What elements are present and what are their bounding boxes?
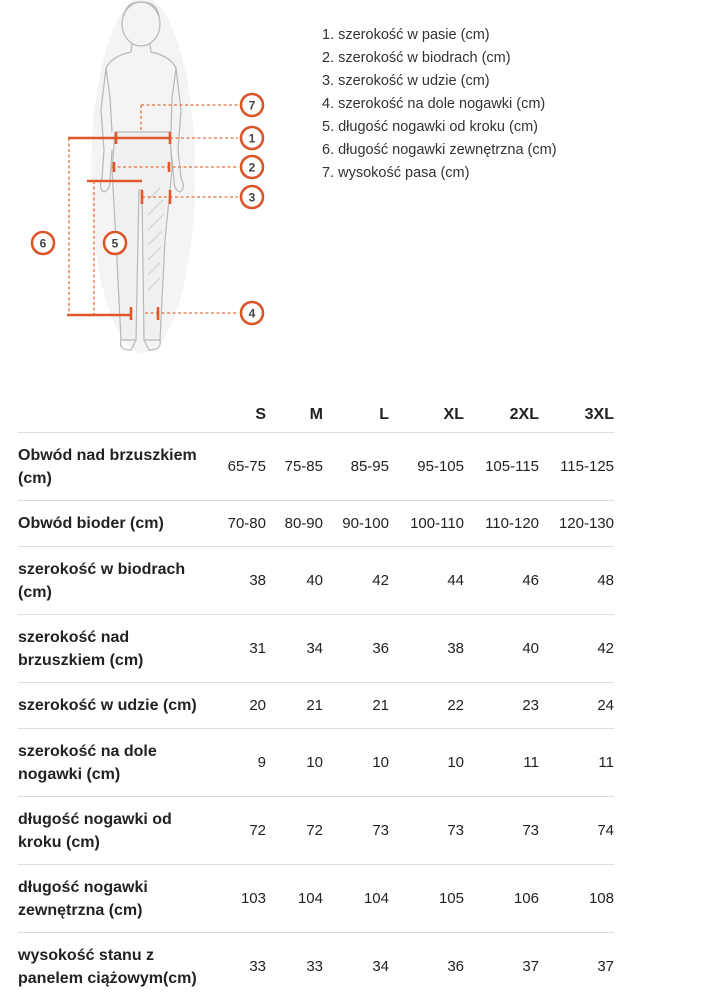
table-cell: 103 [218,865,266,933]
table-row [18,501,614,547]
row-label: szerokość w udzie (cm) [18,683,218,729]
table-cell: 38 [389,615,464,683]
table-cell: 106 [464,865,539,933]
header-size: S [218,398,266,433]
legend-item: 5. długość nogawki od kroku (cm) [322,119,538,135]
table-cell: 11 [539,729,614,797]
table-cell: 40 [464,615,539,683]
svg-text:1: 1 [248,131,256,146]
table-cell: 10 [266,729,323,797]
table-cell: 75-85 [266,433,323,501]
row-label: długość nogawki od kroku (cm) [18,797,218,865]
table-cell: 105-115 [464,433,539,501]
marker-3-icon [241,186,263,208]
marker-5-icon [104,232,126,254]
table-cell: 10 [389,729,464,797]
row-label: wysokość stanu z panelem ciążowym(cm) [18,946,197,987]
table-row [18,729,614,797]
table-cell: 120-130 [539,501,614,547]
marker-1-icon [241,127,263,149]
table-cell: 21 [323,683,389,729]
row-label: szerokość na dole nogawki (cm) [18,729,218,797]
header-size: M [266,398,323,433]
table-cell: 48 [539,547,614,615]
table-cell: 21 [266,683,323,729]
legend-item: 4. szerokość na dole nogawki (cm) [322,96,546,112]
header-size: XL [389,398,464,433]
row-label: Obwód bioder (cm) [18,501,218,547]
table-cell: 100-110 [389,501,464,547]
table-cell: 31 [218,615,266,683]
table-cell: 95-105 [389,433,464,501]
legend-item: 3. szerokość w udzie (cm) [322,73,490,89]
table-row [18,865,614,933]
table-cell: 73 [323,797,389,865]
legend-item: 6. długość nogawki zewnętrzna (cm) [322,142,557,158]
table-cell: 24 [539,683,614,729]
table-cell: 36 [447,958,464,976]
table-cell: 110-120 [464,501,539,547]
table-cell: 20 [218,683,266,729]
pants-measurement-figure [0,0,300,360]
table-cell: 44 [389,547,464,615]
marker-4-icon [241,302,263,324]
table-cell: 74 [539,797,614,865]
table-row [18,615,614,683]
table-cell: 22 [389,683,464,729]
table-cell: 34 [266,615,323,683]
table-cell: 37 [597,958,614,976]
table-cell: 33 [249,958,266,976]
header-size: 2XL [464,398,539,433]
legend-item: 2. szerokość w biodrach (cm) [322,50,511,66]
table-cell: 115-125 [539,433,614,501]
table-cell: 72 [218,797,266,865]
table-row [18,797,614,865]
table-cell: 73 [464,797,539,865]
row-label: szerokość nad brzuszkiem (cm) [18,615,218,683]
table-cell: 80-90 [266,501,323,547]
svg-text:4: 4 [248,306,256,321]
size-table [18,398,614,1001]
table-cell: 104 [323,865,389,933]
marker-7-icon [241,94,263,116]
marker-6-icon [32,232,54,254]
row-label: długość nogawki zewnętrzna (cm) [18,865,218,933]
table-row [18,683,614,729]
table-header-row [18,398,614,433]
table-cell: 72 [266,797,323,865]
table-cell: 65-75 [218,433,266,501]
table-cell: 70-80 [218,501,266,547]
svg-text:2: 2 [248,160,256,175]
table-cell: 85-95 [323,433,389,501]
table-cell: 11 [464,729,539,797]
svg-text:6: 6 [39,236,47,251]
table-cell: 40 [266,547,323,615]
row-label: Obwód nad brzuszkiem (cm) [18,433,218,501]
legend-item: 7. wysokość pasa (cm) [322,165,470,181]
header-blank [18,398,218,433]
table-cell: 46 [464,547,539,615]
legend-item: 1. szerokość w pasie (cm) [322,27,490,43]
table-row [18,433,614,501]
svg-text:3: 3 [248,190,256,205]
header-size: 3XL [539,398,614,433]
svg-text:7: 7 [248,98,256,113]
table-cell: 104 [266,865,323,933]
table-cell: 37 [522,958,539,976]
table-cell: 33 [306,958,323,976]
table-cell: 9 [218,729,266,797]
human-silhouette-icon [91,0,195,353]
table-cell: 34 [372,958,389,976]
table-cell: 38 [218,547,266,615]
row-label: szerokość w biodrach (cm) [18,547,218,615]
table-cell: 105 [389,865,464,933]
table-cell: 42 [539,615,614,683]
measurement-legend [322,24,557,185]
svg-text:5: 5 [111,236,119,251]
table-cell: 108 [539,865,614,933]
marker-2-icon [241,156,263,178]
table-cell: 10 [323,729,389,797]
table-cell: 23 [464,683,539,729]
table-cell: 42 [323,547,389,615]
table-row [18,547,614,615]
table-cell: 73 [389,797,464,865]
header-size: L [323,398,389,433]
table-cell: 90-100 [323,501,389,547]
table-cell: 36 [323,615,389,683]
table-row [18,933,614,1001]
